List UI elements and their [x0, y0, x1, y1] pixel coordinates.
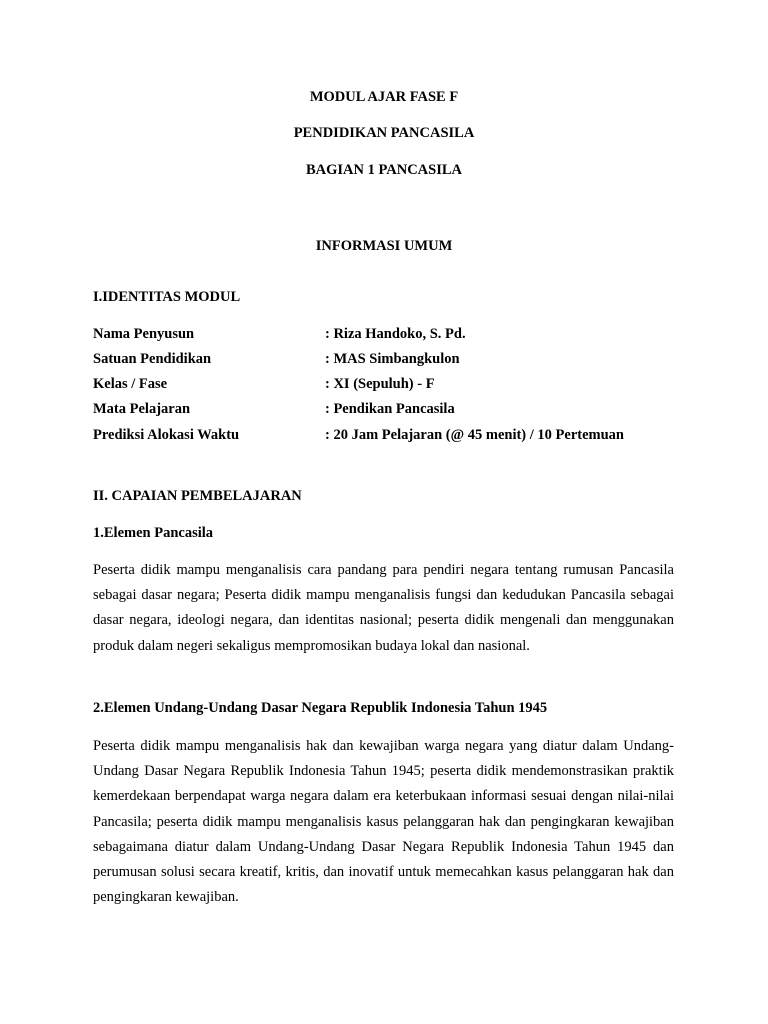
element-1-paragraph: Peserta didik mampu menganalisis cara pandang para pendiri negara tentang rumusan Pancasila sebagai dasar negara; Peserta didik mampu menganalisis fungsi dan kedudukan Pancasila sebagai dasar negara, ideologi negara, dan identitas nasional; peserta didik mengenali dan menggunakan produk dalam negeri sekaligus mempromosikan budaya lokal dan nasional. — [93, 562, 674, 654]
identity-key: Mata Pelajaran — [93, 401, 191, 417]
identity-key: Nama Penyusun — [93, 326, 195, 342]
identity-value: : MAS Simbangkulon — [325, 351, 460, 367]
section-informasi-umum: INFORMASI UMUM — [315, 238, 453, 254]
identity-value: : XI (Sepuluh) - F — [325, 376, 435, 392]
doc-title-line-3: BAGIAN 1 PANCASILA — [305, 162, 463, 178]
element-2-paragraph: Peserta didik mampu menganalisis hak dan kewajiban warga negara yang diatur dalam Undang- Undang Dasar Negara Republik Indonesia Tahun 1945; peserta didik mendemonstrasikan praktik kemerdekaan berpendapat warga negara dalam era keterbukaan informasi sesuai dengan nilai-nilai Pancasila; peserta didik mampu menganalisis kasus pelanggaran hak dan pengingkaran kewajiban sebagaimana diatur dalam Undang-Undang Dasar Negara Republik Indonesia Tahun 1945 dan perumusan solusi secara kreatif, kritis, dan inovatif untuk memecahkan kasus pelanggaran hak dan pengingkaran kewajiban. — [93, 738, 674, 906]
identity-key: Satuan Pendidikan — [93, 351, 212, 367]
capaian-heading: II. CAPAIAN PEMBELAJARAN — [93, 488, 302, 504]
identity-heading: I.IDENTITAS MODUL — [93, 289, 241, 305]
identity-key: Kelas / Fase — [93, 376, 168, 392]
doc-title-line-2: PENDIDIKAN PANCASILA — [293, 125, 475, 141]
identity-value: : Pendikan Pancasila — [325, 401, 455, 417]
identity-value: : 20 Jam Pelajaran (@ 45 menit) / 10 Pertemuan — [325, 427, 624, 443]
identity-key: Prediksi Alokasi Waktu — [93, 427, 240, 443]
element-1-heading: 1.Elemen Pancasila — [93, 525, 214, 541]
identity-value: : Riza Handoko, S. Pd. — [325, 326, 466, 342]
doc-title-line-1: MODUL AJAR FASE F — [309, 89, 459, 105]
element-2-heading: 2.Elemen Undang-Undang Dasar Negara Republik Indonesia Tahun 1945 — [93, 700, 548, 716]
